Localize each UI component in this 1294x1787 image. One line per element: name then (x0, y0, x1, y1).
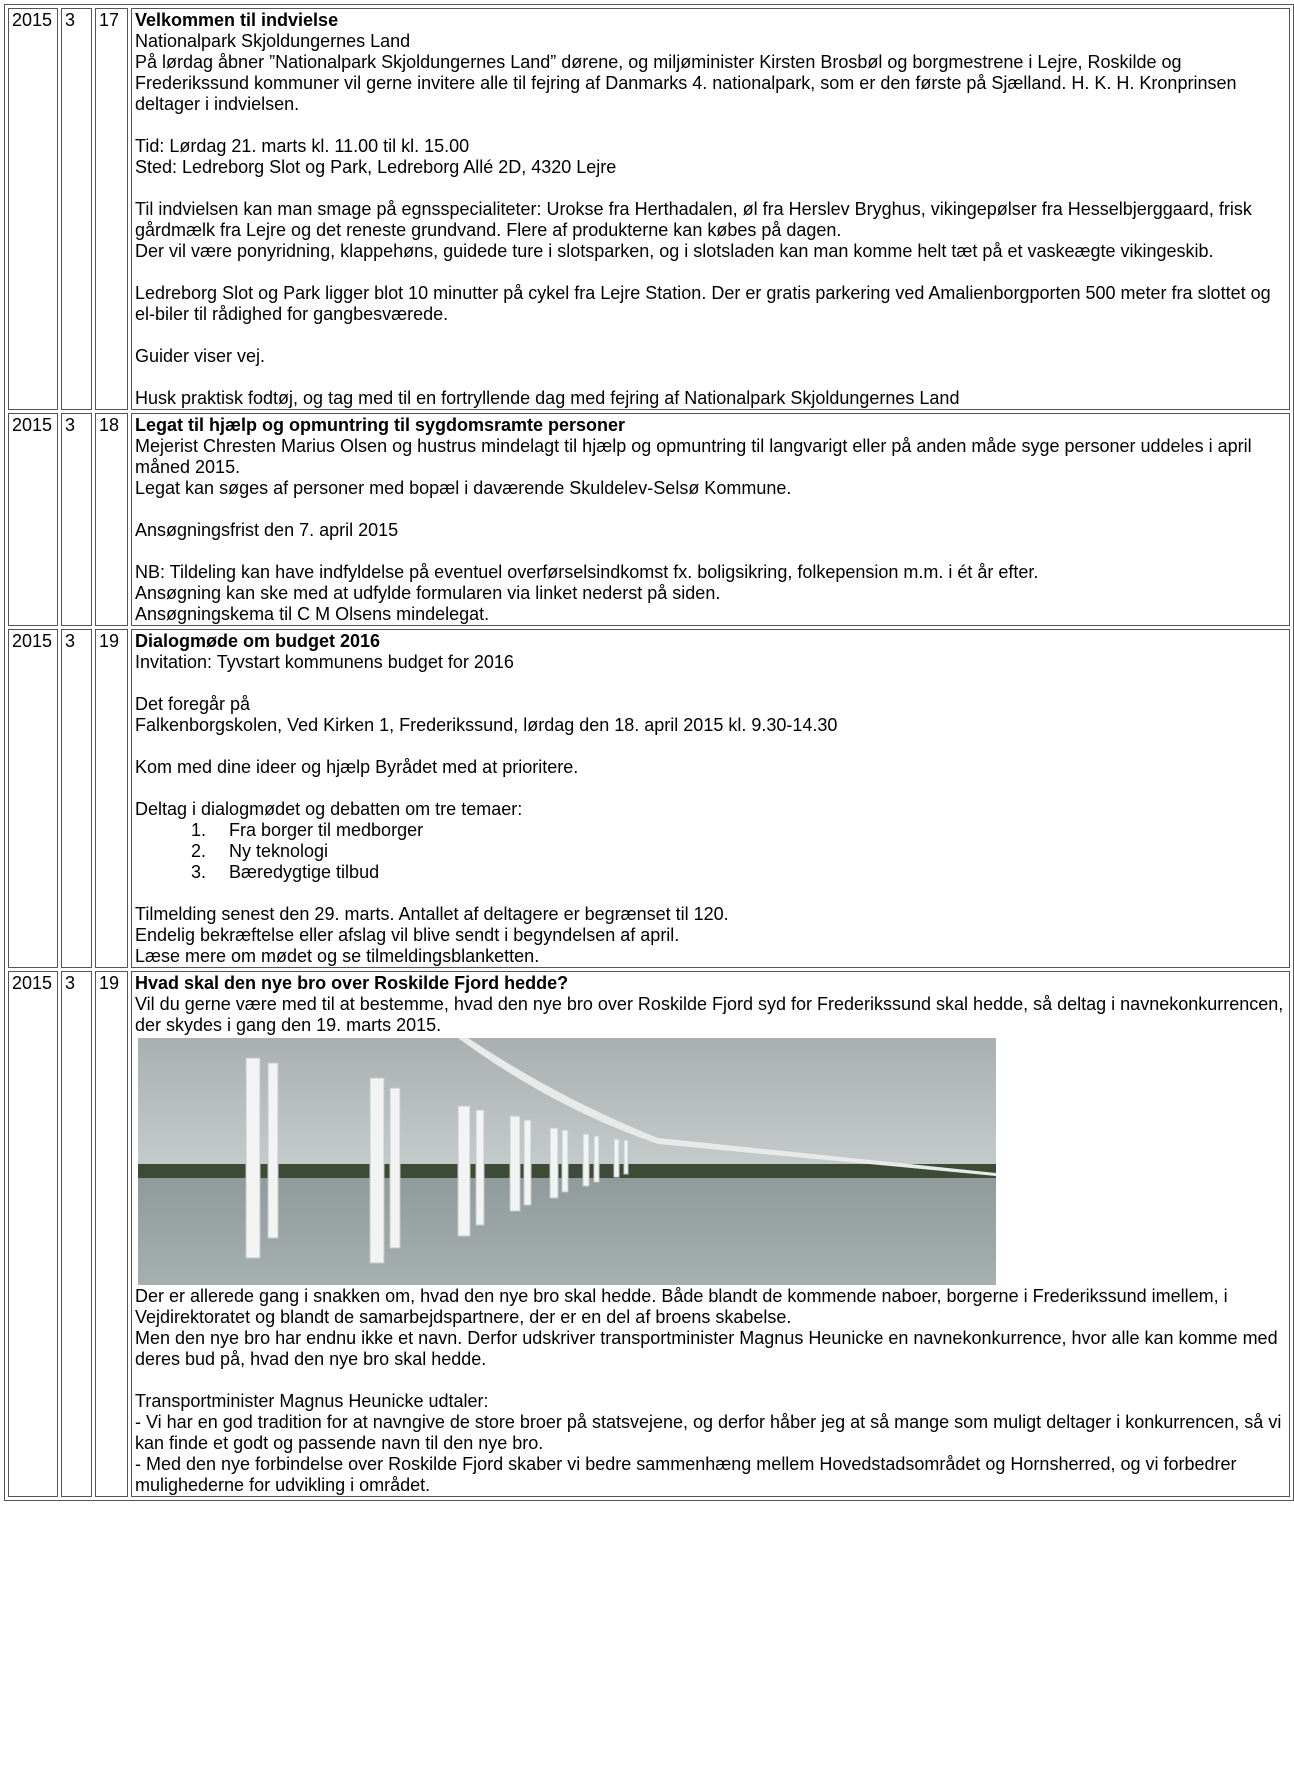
blank-line (135, 1370, 1286, 1391)
paragraph-line: Tilmelding senest den 29. marts. Antallet af deltagere er begrænset til 120. (135, 904, 729, 924)
entry-title: Dialogmøde om budget 2016 (135, 631, 381, 651)
paragraph-line: Det foregår på (135, 694, 251, 714)
paragraph-line: Kom med dine ideer og hjælp Byrådet med at prioritere. (135, 757, 579, 777)
paragraph-line: På lørdag åbner ”Nationalpark Skjoldungernes Land” dørene, og miljøminister Kirsten Brosbøl og borgmestrene i Lejre, Roskilde og Frederikssund kommuner vil gerne invitere alle til fejring af Danmarks 4. nationalpark, som er den første på Sjælland. H. K. H. Kronprinsen deltager i indvielsen. (135, 52, 1237, 114)
entry-title: Hvad skal den nye bro over Roskilde Fjord hedde? (135, 973, 569, 993)
day-cell: 19 (95, 629, 128, 968)
paragraph-line: Transportminister Magnus Heunicke udtaler: (135, 1391, 489, 1411)
blank-line (135, 367, 1286, 388)
topic-item: 2. Ny teknologi (211, 841, 1286, 862)
news-row (8, 629, 1290, 968)
paragraph-line: Falkenborgskolen, Ved Kirken 1, Frederikssund, lørdag den 18. april 2015 kl. 9.30-14.30 (135, 715, 838, 735)
bridge-photo (138, 1038, 996, 1285)
year-cell: 2015 (8, 8, 58, 410)
paragraph-line: Endelig bekræftelse eller afslag vil blive sendt i begyndelsen af april. (135, 925, 680, 945)
year-cell: 2015 (8, 413, 58, 626)
paragraph-line: Vil du gerne være med til at bestemme, hvad den nye bro over Roskilde Fjord syd for Frederikssund skal hedde, så deltag i navnekonkurrencen, der skydes i gang den 19. marts 2015. (135, 994, 1284, 1035)
paragraph-line: - Vi har en god tradition for at navngive de store broer på statsvejene, og derfor håber jeg at så mange som muligt deltager i konkurrencen, så vi kan finde et godt og passende navn til den nye bro. (135, 1412, 1282, 1453)
content-cell (131, 413, 1290, 626)
blank-line (135, 499, 1286, 520)
paragraph-line: Legat kan søges af personer med bopæl i daværende Skuldelev-Selsø Kommune. (135, 478, 792, 498)
blank-line (135, 673, 1286, 694)
news-table (4, 4, 1294, 1501)
paragraph-line: Ledreborg Slot og Park ligger blot 10 minutter på cykel fra Lejre Station. Der er gratis parkering ved Amalienborgporten 500 meter fra slottet og el-biler til rådighed for gangbesværede. (135, 283, 1271, 324)
month-cell: 3 (61, 413, 92, 626)
paragraph-line: Men den nye bro har endnu ikke et navn. Derfor udskriver transportminister Magnus Heunicke en navnekonkurrence, hvor alle kan komme med deres bud på, hvad den nye bro skal hedde. (135, 1328, 1278, 1369)
paragraph-line: Ansøgningsfrist den 7. april 2015 (135, 520, 399, 540)
entry-title: Legat til hjælp og opmuntring til sygdomsramte personer (135, 415, 626, 435)
paragraph-line: Guider viser vej. (135, 346, 266, 366)
topic-item: 1. Fra borger til medborger (211, 820, 1286, 841)
blank-line (135, 541, 1286, 562)
blank-line (135, 883, 1286, 904)
news-row (8, 413, 1290, 626)
paragraph-line: Til indvielsen kan man smage på egnsspecialiteter: Urokse fra Herthadalen, øl fra Herslev Bryghus, vikingepølser fra Hesselbjerggaard, frisk gårdmælk fra Lejre og det reneste grundvand. Flere af produkterne kan købes på dagen. (135, 199, 1252, 240)
news-row (8, 971, 1290, 1497)
news-row (8, 8, 1290, 410)
topic-item: 3. Bæredygtige tilbud (211, 862, 1286, 883)
month-cell: 3 (61, 629, 92, 968)
day-cell: 17 (95, 8, 128, 410)
blank-line (135, 262, 1286, 283)
day-cell: 18 (95, 413, 128, 626)
blank-line (135, 325, 1286, 346)
paragraph-line: Ansøgning kan ske med at udfylde formularen via linket nederst på siden. (135, 583, 721, 603)
paragraph-line: Husk praktisk fodtøj, og tag med til en fortryllende dag med fejring af Nationalpark Skjoldungernes Land (135, 388, 960, 408)
paragraph-line: Invitation: Tyvstart kommunens budget for 2016 (135, 652, 514, 672)
paragraph-line: Mejerist Chresten Marius Olsen og hustrus mindelagt til hjælp og opmuntring til langvarigt eller på anden måde syge personer uddeles i april måned 2015. (135, 436, 1252, 477)
blank-line (135, 736, 1286, 757)
paragraph-line: Deltag i dialogmødet og debatten om tre temaer: (135, 799, 523, 819)
paragraph-line: Ansøgningskema til C M Olsens mindelegat. (135, 604, 490, 624)
paragraph-line: Læse mere om mødet og se tilmeldingsblanketten. (135, 946, 540, 966)
month-cell: 3 (61, 971, 92, 1497)
paragraph-line: Tid: Lørdag 21. marts kl. 11.00 til kl. 15.00 (135, 136, 470, 156)
month-cell: 3 (61, 8, 92, 410)
news-rows (8, 8, 1290, 1497)
day-cell: 19 (95, 971, 128, 1497)
content-cell (131, 8, 1290, 410)
blank-line (135, 778, 1286, 799)
content-cell (131, 971, 1290, 1497)
paragraph-line: Der vil være ponyridning, klappehøns, guidede ture i slotsparken, og i slotsladen kan man komme helt tæt på et vaskeægte vikingeskib. (135, 241, 1214, 261)
blank-line (135, 115, 1286, 136)
paragraph-line: Der er allerede gang i snakken om, hvad den nye bro skal hedde. Både blandt de kommende naboer, borgerne i Frederikssund imellem, i Vejdirektoratet og blandt de samarbejdspartnere, der er en del af broens skabelse. (135, 1286, 1228, 1327)
paragraph-line: Nationalpark Skjoldungernes Land (135, 31, 411, 51)
year-cell: 2015 (8, 971, 58, 1497)
topics-list (135, 820, 1286, 883)
paragraph-line: Sted: Ledreborg Slot og Park, Ledreborg Allé 2D, 4320 Lejre (135, 157, 617, 177)
year-cell: 2015 (8, 629, 58, 968)
paragraph-line: NB: Tildeling kan have indfyldelse på eventuel overførselsindkomst fx. boligsikring, folkepension m.m. i ét år efter. (135, 562, 1039, 582)
content-cell (131, 629, 1290, 968)
paragraph-line: - Med den nye forbindelse over Roskilde Fjord skaber vi bedre sammenhæng mellem Hovedstadsområdet og Hornsherred, og vi forbedrer mulighederne for udvikling i området. (135, 1454, 1237, 1495)
entry-title: Velkommen til indvielse (135, 10, 339, 30)
blank-line (135, 178, 1286, 199)
